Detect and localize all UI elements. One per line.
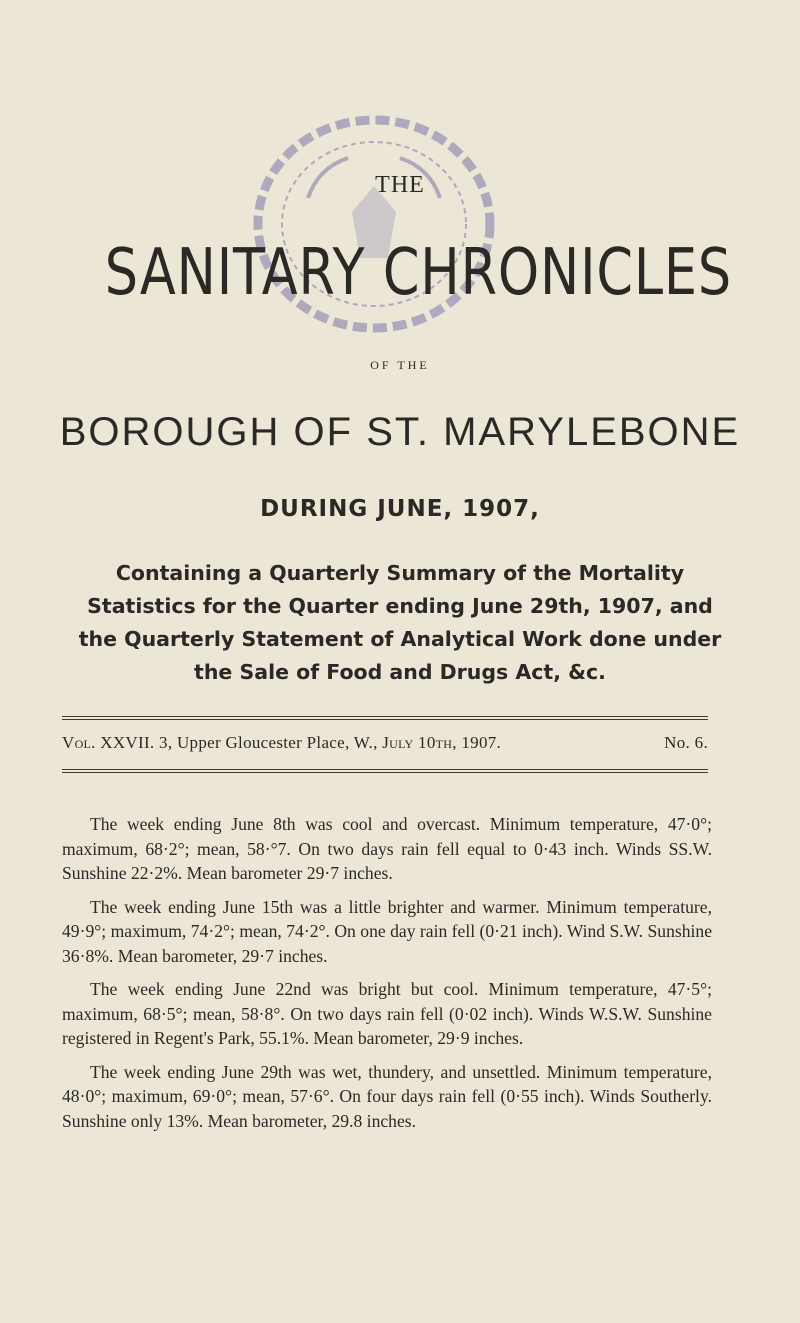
volume: Vol. XXVII. bbox=[62, 733, 155, 752]
paragraph-week-june-15: The week ending June 15th was a little brighter and warmer. Minimum temperature, 49·9°; maximum, 74·2°; mean, 74·2°. On one day rain fell (0·21 inch). Wind S.W. Sunshine 36·8%. Mean barometer, 29·7 inches. bbox=[62, 896, 712, 966]
issue-date: July 10th, 1907. bbox=[382, 733, 502, 752]
issue-line bbox=[62, 733, 708, 753]
bottom-rule bbox=[62, 769, 708, 770]
paragraph-week-june-29: The week ending June 29th was wet, thundery, and unsettled. Minimum temperature, 48·0°; maximum, 69·0°; mean, 57·6°. On four days rain fell (0·55 inch). Winds Southerly. Sunshine only 13%. Mean barometer, 29.8 inches. bbox=[62, 1061, 712, 1131]
title-of-the: OF THE bbox=[370, 358, 430, 372]
paragraph-week-june-8: The week ending June 8th was cool and overcast. Minimum temperature, 47·0°; maximum, 68·2°; mean, 58·°7. On two days rain fell equal to 0·43 inch. Winds SS.W. Sunshine 22·2%. Mean barometer 29·7 inches. bbox=[62, 814, 712, 883]
title-the: THE bbox=[375, 172, 425, 198]
bottom-rule-double bbox=[62, 772, 708, 773]
top-rule bbox=[62, 716, 708, 717]
publication-title: SANITARY CHRONICLES bbox=[104, 236, 732, 310]
address: 3, Upper Gloucester Place, W., bbox=[159, 733, 378, 752]
paragraph-week-june-22: The week ending June 22nd was bright but cool. Minimum temperature, 47·5°; maximum, 68·5°; mean, 58·8°. On two days rain fell (0·02 inch). Winds W.S.W. Sunshine registered in Regent's Park, 55.1%. Mean barometer, 29·9 inches. bbox=[62, 979, 712, 1048]
issue-number: No. 6. bbox=[664, 733, 708, 752]
issue-period: DURING JUNE, 1907, bbox=[260, 496, 540, 522]
contents-summary: Containing a Quarterly Summary of the Mortality Statistics for the Quarter ending June 29th, 1907, and the Quarterly Statement of Analytical Work done under the Sale of Food and Drugs Act, &c. bbox=[78, 561, 722, 684]
borough-heading: BOROUGH OF ST. MARYLEBONE bbox=[59, 410, 741, 454]
weather-report bbox=[62, 812, 712, 1142]
top-rule-double bbox=[62, 719, 708, 720]
